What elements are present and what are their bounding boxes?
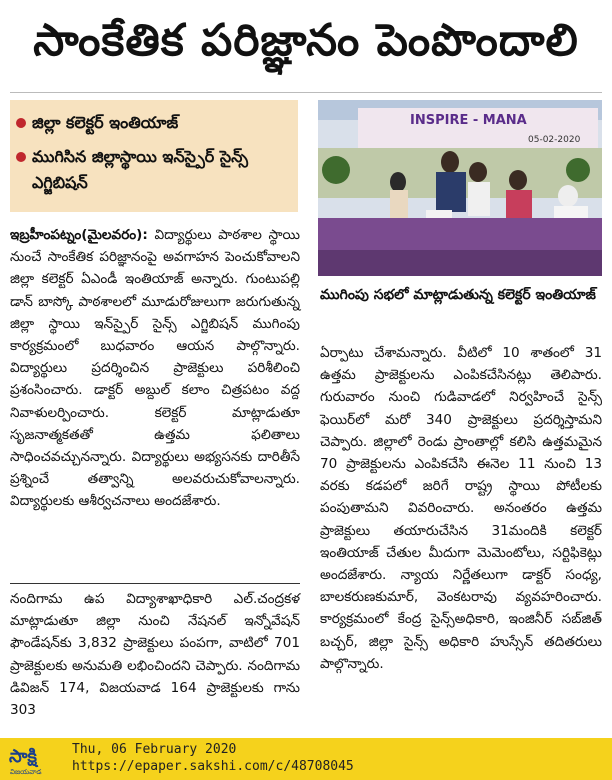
logo-subtext: విజయవాడ (10, 768, 42, 776)
article-column-1 (10, 224, 300, 513)
bullet-icon (16, 152, 26, 162)
highlights-box (10, 100, 298, 212)
dateline: ఇబ్రహీంపట్నం(మైలవరం): (10, 227, 148, 243)
logo-text: సాక్షి (9, 746, 37, 767)
highlight-item (32, 110, 282, 136)
footer-date: Thu, 06 February 2020 (72, 742, 237, 757)
article-paragraph (10, 224, 300, 513)
banner-title: INSPIRE - MANA (410, 113, 527, 128)
article-paragraph: ఏర్పాటు చేశామన్నారు. వీటిలో 10 శాతంలో 31 ఉత్తమ ప్రాజెక్టులను ఎంపికచేసినట్లు తెలిపారు. గురువారం నుంచి గుడివాడలో నిర్వహించే సైన్స్ ఫెయిర్‌లో మరో 340 ప్రాజెక్టులు ప్రదర్శిస్తామని చెప్పారు. జిల్లాలో రెండు ప్రాంతాల్లో కలిసి ఉత్తమమైన 70 ప్రాజెక్టులను ఎంపికచేసి ఈనెల 11 నుంచి 13 వరకు కడపలో జరిగే రాష్ట్ర స్థాయి పోటీలకు పంపుతామని వివరించారు. అనంతరం ఉత్తమ ప్రాజెక్టులు తయారుచేసిన 31మందికి కలెక్టర్ ఇంతియాజ్ చేతుల మీదుగా మెమెంటోలు, సర్టిఫికెట్లు అందజేశారు. న్యాయ నిర్ణేతలుగా డాక్టర్ సంధ్య, బాలకరుణకుమార్, వెంకటరావు వ్యవహరించారు. కార్యక్రమంలో కేంద్ర సైన్స్‌అధికారి, ఇంజినీర్ సబ్‌జిత్ బచ్చర్, జిల్లా సైన్స్ అధికారి హుస్సేన్ తదితరులు పాల్గొన్నారు. (320, 345, 602, 672)
article-paragraph: నందిగామ ఉప విద్యాశాఖాధికారి ఎల్.చంద్రకళ మాట్లాడుతూ జిల్లా నుంచి నేషనల్ ఇన్నోవేషన్ ఫౌండేషన్‌కు 3,832 ప్రాజెక్టులు పంపగా, వాటిలో 701 ప్రాజెక్టులకు అనుమతి లభించిందని చెప్పారు. నందిగామ డివిజన్ 174, విజయవాడ 164 ప్రాజెక్టులకు గాను 303 (10, 591, 300, 719)
highlight-item (32, 144, 282, 196)
article-column-2 (320, 342, 602, 675)
headline-divider (10, 92, 602, 93)
article-column-1-continued (10, 588, 300, 721)
column-divider (10, 583, 300, 584)
banner-date: 05-02-2020 (528, 135, 581, 145)
headline: సాంకేతిక పరిజ్ఞానం పెంపొందాలి (33, 15, 579, 66)
sakshi-logo (6, 740, 64, 778)
highlight-text: జిల్లా కలెక్టర్ ఇంతియాజ్ (32, 113, 179, 132)
event-photo (318, 100, 602, 276)
photo-caption: ముగింపు సభలో మాట్లాడుతున్న కలెక్టర్ ఇంతియాజ్ (320, 287, 596, 303)
footer-url[interactable]: https://epaper.sakshi.com/c/48708045 (72, 759, 354, 774)
highlight-text: ముగిసిన జిల్లాస్థాయి ఇన్‌స్పైర్ సైన్స్ ఎగ్జిబిషన్ (32, 147, 249, 192)
bullet-icon (16, 118, 26, 128)
event-photo-image (318, 100, 602, 276)
footer-bar (0, 738, 612, 780)
article-text: విద్యార్థులు పాఠశాల స్థాయి నుంచే సాంకేతిక పరిజ్ఞానంపై అవగాహన పెంచుకోవాలని జిల్లా కలెక్టర్ ఏఎండీ ఇంతియాజ్ అన్నారు. గుంటుపల్లి డాన్ బాస్కో పాఠశాలలో మూడురోజులుగా జరుగుతున్న జిల్లా స్థాయి ఇన్‌స్పైర్ సైన్స్ ఎగ్జిబిషన్ ముగింపు కార్యక్రమంలో బుధవారం ఆయన పాల్గొన్నారు. విద్యార్థులు ప్రదర్శించిన ప్రాజెక్టులు పరిశీలించి ప్రశంసించారు. డాక్టర్ అబ్దుల్ కలాం చిత్రపటం వద్ద నివాళులర్పించారు. కలెక్టర్ మాట్లాడుతూ సృజనాత్మకతతో ఉత్తమ ఫలితాలు సాధించవచ్చునన్నారు. విద్యార్థులు అభ్యసనకు దారితీసే ప్రశ్నించే తత్వాన్ని అలవరుచుకోవాలన్నారు. విద్యార్థులకు ఆశీర్వచనాలు అందజేశారు. (10, 227, 300, 510)
